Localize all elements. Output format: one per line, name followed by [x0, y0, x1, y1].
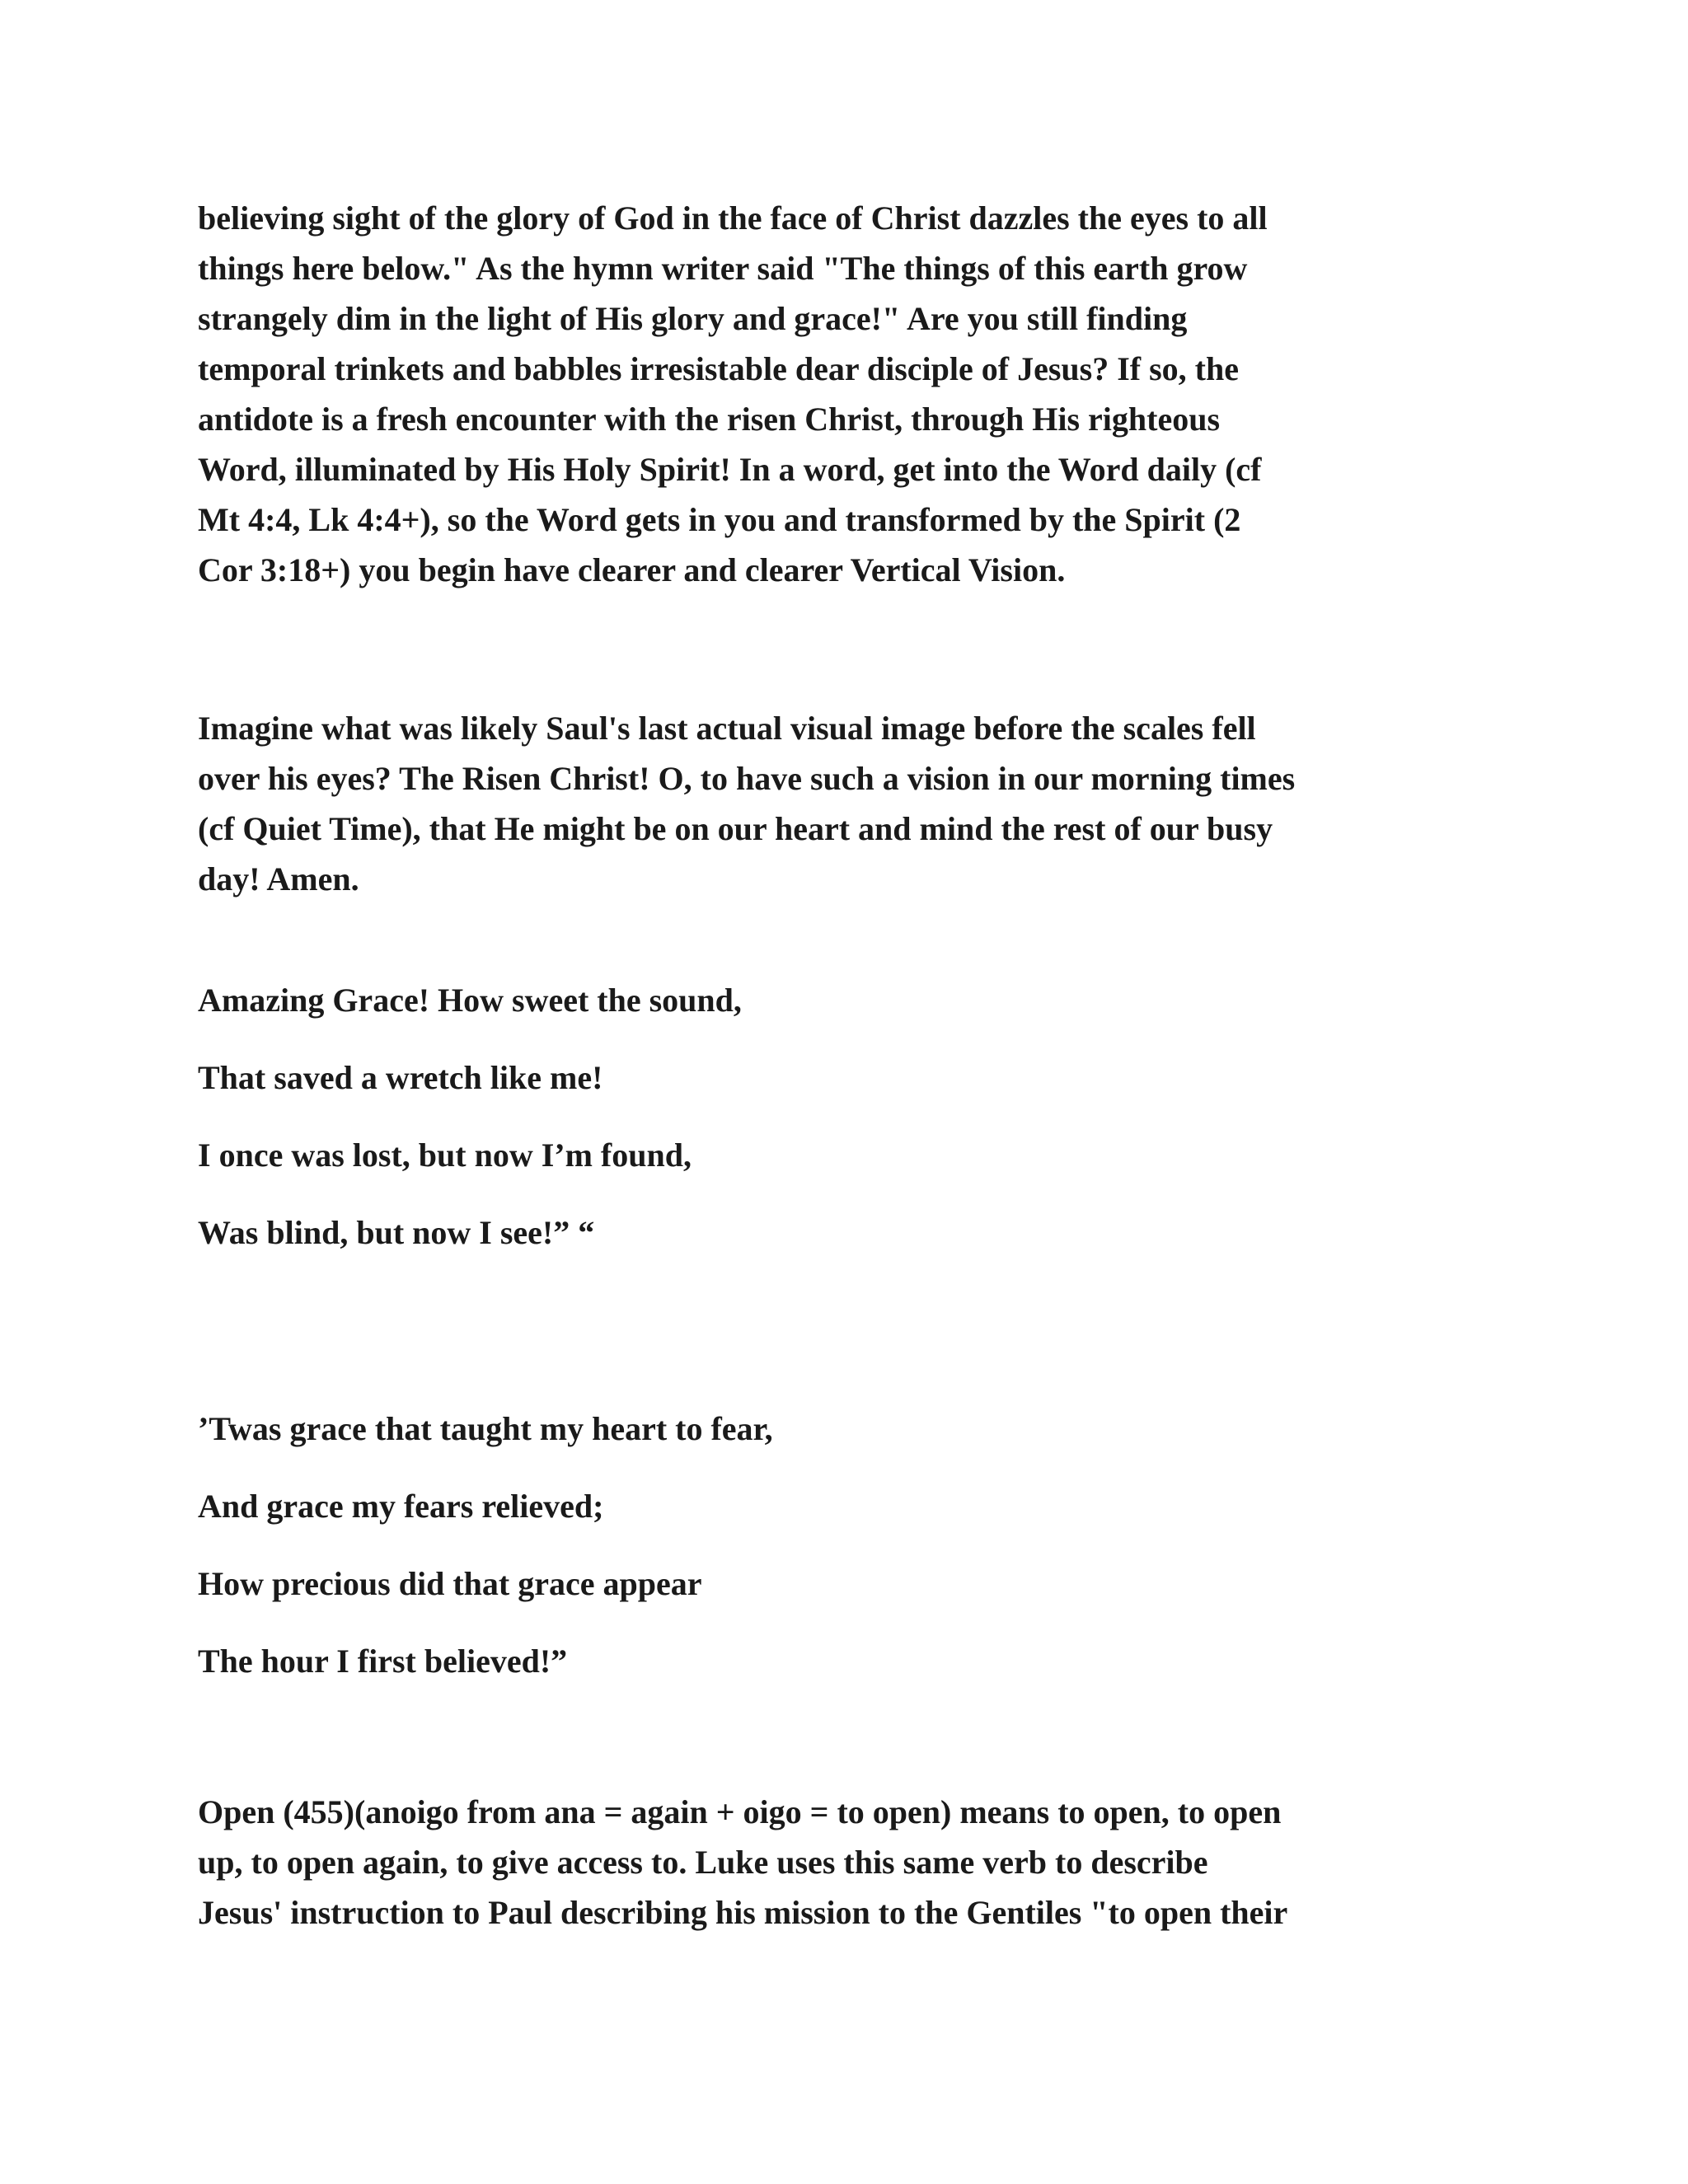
hymn-line: And grace my fears relieved; — [198, 1488, 604, 1525]
hymn-verse-2 — [198, 1390, 1517, 1700]
hymn-line: ’Twas grace that taught my heart to fear, — [198, 1410, 773, 1447]
hymn-line: That saved a wretch like me! — [198, 1059, 603, 1096]
paragraph-vertical-vision: believing sight of the glory of God in the face of Christ dazzles the eyes to all things here below." As the hymn writer said "The things of this earth grow strangely dim in the light of His glory and grace!" Are you still finding temporal trinkets and babbles irresistable dear disciple of Jesus? If so, the antidote is a fresh encounter with the risen Christ, through His righteous Word, illuminated by His Holy Spirit! In a word, get into the Word daily (cf Mt 4:4, Lk 4:4+), so the Word gets in you and transformed by the Spirit (2 Cor 3:18+) you begin have clearer and clearer Vertical Vision. — [198, 199, 1268, 588]
hymn-line: Amazing Grace! How sweet the sound, — [198, 982, 742, 1019]
hymn-line: Was blind, but now I see!” “ — [198, 1214, 595, 1251]
hymn-line: I once was lost, but now I’m found, — [198, 1137, 692, 1174]
paragraph-saul-vision: Imagine what was likely Saul's last actual visual image before the scales fell over his eyes? The Risen Christ! O, to have such a vision in our morning times (cf Quiet Time), that He might be on our heart and mind the rest of our busy day! Amen. — [198, 710, 1296, 898]
hymn-verse-1 — [198, 962, 1517, 1272]
paragraph-anoigo-definition: Open (455)(anoigo from ana = again + oigo = to open) means to open, to open up, to open again, to give access to. Luke uses this same verb to describe Jesus' instruction to Paul describing his mission to the Gentiles "to open their — [198, 1793, 1288, 1931]
hymn-line: The hour I first believed!” — [198, 1643, 568, 1680]
hymn-line: How precious did that grace appear — [198, 1565, 702, 1602]
